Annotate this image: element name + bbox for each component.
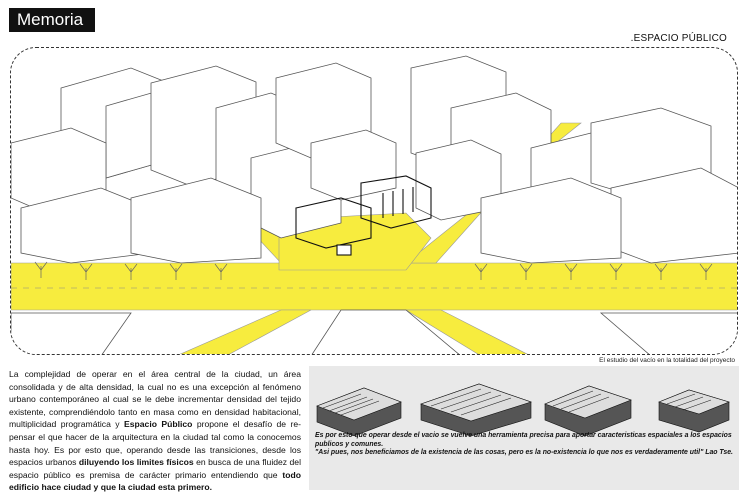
axonometric-figure bbox=[10, 47, 738, 355]
bold-diluyendo-limites: diluyendo los limites físicos bbox=[78, 457, 194, 468]
quote-line-2: "Asi pues, nos beneficiamos de la existencia de las cosas, pero es la no-existencia lo que nos es verdaderamente util" Lao Tse. bbox=[315, 449, 733, 457]
models-panel bbox=[309, 366, 739, 490]
body-paragraph bbox=[9, 368, 301, 494]
page-title: Memoria bbox=[9, 8, 95, 32]
quote-line-1: Es por esto que operar desde el vacio se vuelve una herramienta precisa para aportar caracteristicas espaciales a los espacios publicos y comunes. bbox=[315, 432, 732, 448]
model-3 bbox=[545, 386, 631, 436]
body-text-part-1: La complejidad de operar en el área central de la ciudad, un área consolidada y de alta densidad, la cual no es una excepción al fenómeno urbano contemporáneo al cual se le debe incrementar densidad del tejido existente, comprendiéndolo tanto en masa como en densidad habitacional, multiplicidad programática y bbox=[9, 369, 301, 430]
model-4 bbox=[659, 390, 729, 432]
axonometric-drawing bbox=[11, 48, 738, 355]
body-text-part-3: en busca de una fluidez del espacio público es premisa de carácter primario entendiendo que bbox=[9, 457, 301, 480]
section-label: .ESPACIO PÚBLICO bbox=[630, 33, 727, 44]
model-1 bbox=[317, 388, 401, 436]
model-2 bbox=[421, 384, 531, 436]
building-models bbox=[309, 366, 739, 436]
bold-todo-edificio: todo edificio hace ciudad y que la ciudad esta primero. bbox=[9, 469, 301, 493]
models-quote bbox=[315, 432, 733, 458]
body-text-part-2: propone el desafío de re-pensar el que hacer de la arquitectura en la ciudad tal como la conocemos hasta hoy. Es por esto que, operando desde las transiciones, desde los espacios urbanos bbox=[9, 419, 301, 468]
figure-caption: El estudio del vacío en la totalidad del proyecto bbox=[599, 357, 735, 364]
bold-espacio-publico: Espacio Público bbox=[124, 419, 193, 430]
